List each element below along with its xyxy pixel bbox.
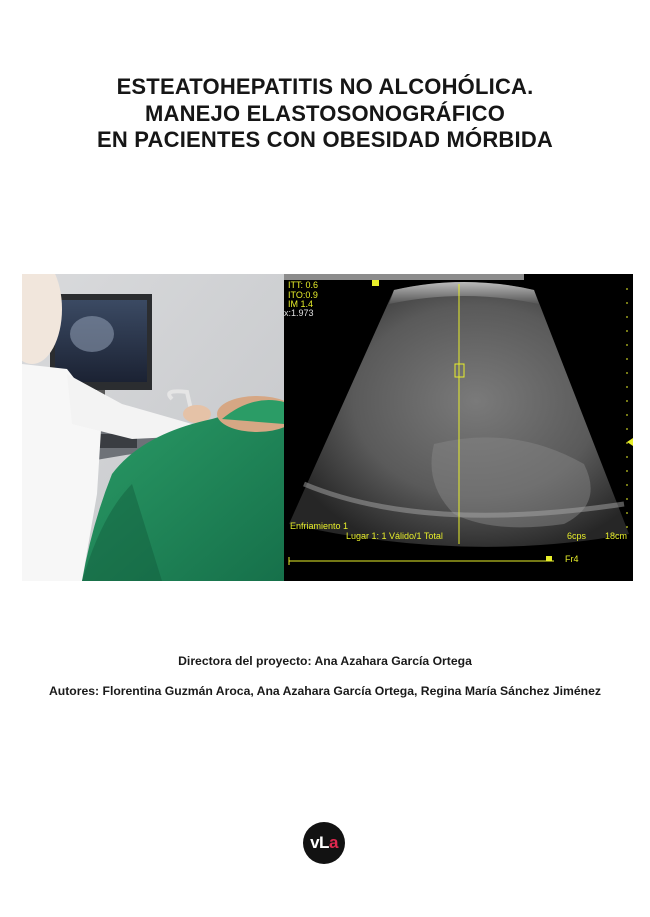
title-line-2: MANEJO ELASTOSONOGRÁFICO — [144, 100, 506, 126]
us-depth: 18cm — [605, 531, 628, 541]
us-status-site: Lugar 1: 1 Válido/1 Total — [346, 531, 443, 541]
book-title — [0, 74, 650, 154]
us-frame-rate: 6cps — [567, 531, 587, 541]
us-ito-readout: ITO:0.9 — [288, 290, 318, 300]
us-itt-readout: ITT: 0.6 — [288, 280, 319, 290]
us-status-cooling: Enfriamiento 1 — [290, 521, 349, 531]
logo-v: v — [310, 833, 320, 852]
us-x-readout: x:1.973 — [284, 308, 314, 318]
authors-line: Autores: Florentina Guzmán Aroca, Ana Azahara García Ortega, Regina María Sánchez Jiménez — [49, 684, 601, 698]
us-frame-label: Fr4 — [565, 554, 579, 564]
ultrasound-screen — [284, 274, 633, 581]
project-director: Directora del proyecto: Ana Azahara García Ortega — [178, 654, 472, 668]
title-line-3: EN PACIENTES CON OBESIDAD MÓRBIDA — [97, 127, 553, 152]
us-im-readout: IM 1.4 — [288, 299, 314, 309]
logo-a: a — [328, 833, 338, 852]
exam-scene-illustration — [22, 274, 284, 581]
logo-l: L — [319, 833, 329, 852]
cover-photo-exam — [22, 274, 284, 581]
publisher-logo — [303, 822, 345, 864]
ultrasound-image — [284, 274, 633, 581]
title-line-1: ESTEATOHEPATITIS NO ALCOHÓLICA. — [116, 74, 534, 99]
